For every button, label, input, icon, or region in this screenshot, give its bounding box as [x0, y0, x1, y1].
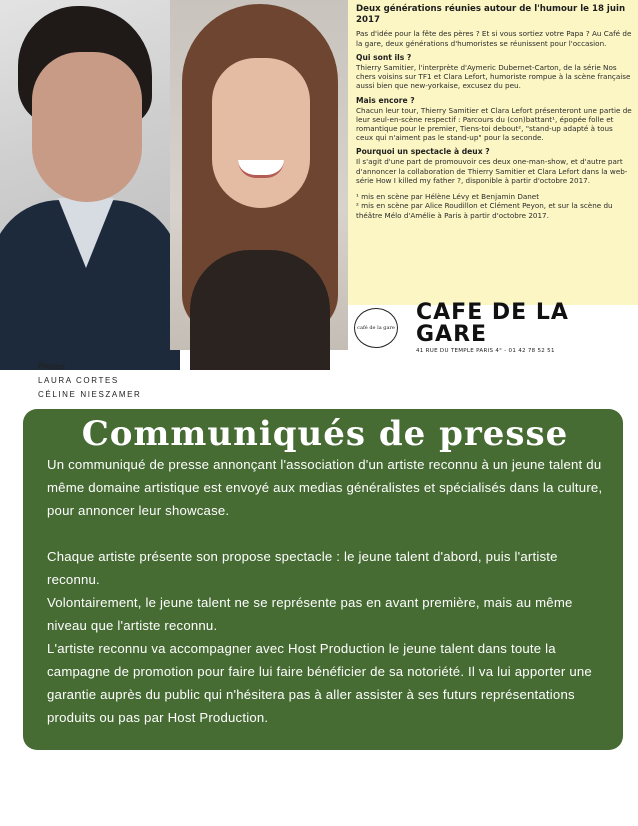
- flyer-intro: Pas d'idée pour la fête des pères ? Et si vous sortiez votre Papa ? Au Café de la gare, deux générations d'humoristes se réunissent pour l'occasion.: [356, 29, 632, 48]
- credits-label: Photos: [38, 362, 66, 371]
- woman-face: [212, 58, 310, 208]
- press-paragraph-4: L'artiste reconnu va accompagner avec Host Production le jeune talent dans toute la campagne de promotion pour faire lui faire bénéficier de sa notoriété. Il va lui apporter une garantie auprès du public qui n'hésitera pas à aller assister à ses futurs représentations produits ou pas par Host Production.: [47, 640, 592, 725]
- flyer-question-1: Qui sont ils ?: [356, 52, 412, 62]
- event-flyer: [348, 0, 638, 354]
- photo-thierry-samitier: [0, 0, 170, 350]
- flyer-question-3: Pourquoi un spectacle à deux ?: [356, 147, 490, 157]
- flyer-answer-2: Chacun leur tour, Thierry Samitier et Clara Lefort présenteront une partie de leur seul-en-scène respectif : Parcours du (con)battant¹, épopée folle et romantique pour le premier, Tiens-toi debout², "stand-up adapté à tous ceux qui n'aiment pas le stand-up" pour la seconde.: [356, 105, 632, 143]
- flyer-footnote-1: ¹ mis en scène par Hélène Lévy et Benjamin Danet: [356, 192, 540, 202]
- flyer-title: Deux générations réunies autour de l'humour le 18 juin 2017: [356, 4, 626, 25]
- paragraph-spacer: [47, 522, 603, 545]
- cafe-logo-address: 41 RUE DU TEMPLE PARIS 4° - 01 42 78 52 51: [416, 347, 555, 354]
- cafe-seal-text: café de la gare: [357, 324, 395, 331]
- woman-top: [190, 250, 330, 370]
- cafe-logo-name: CAFE DE LA GARE: [416, 299, 569, 347]
- credits-name: LAURA CORTES: [38, 376, 119, 385]
- photo-clara-lefort: [170, 0, 348, 350]
- flyer-footnotes: [356, 192, 632, 220]
- cafe-seal-logo: [354, 308, 398, 348]
- flyer-answer-1: Thierry Samitier, l'interprète d'Aymeric Dubernet-Carton, de la série Nos chers voisins sur TF1 et Clara Lefort, humoriste rompue à la scène française aussi bien que new-yorkaise, excusez du peu.: [356, 62, 631, 91]
- press-paragraph-2: Chaque artiste présente son propose spectacle : le jeune talent d'abord, puis l'artiste reconnu.: [47, 548, 558, 587]
- credits-name: CÉLINE NIESZAMER: [38, 390, 142, 399]
- press-paragraph-3: Volontairement, le jeune talent ne se représente pas en avant première, mais au même niveau que l'artiste reconnu.: [47, 594, 573, 633]
- photo-credits: [38, 362, 141, 399]
- cafe-logo-row: [348, 299, 638, 354]
- flyer-question-2: Mais encore ?: [356, 95, 415, 105]
- flyer-footnote-2: ² mis en scène par Alice Roudillon et Clément Peyon, et sur la scène du théâtre Mélo d'Amélie à Paris à partir d'octobre 2017.: [356, 201, 613, 220]
- press-paragraph-1: Un communiqué de presse annonçant l'association d'un artiste reconnu à un jeune talent du même domaine artistique est envoyé aux medias généralistes et spécialisés dans la culture, pour annoncer leur showcase.: [47, 456, 603, 518]
- press-release-box: [23, 409, 623, 750]
- press-title: Communiqués de presse: [81, 414, 569, 454]
- flyer-answer-3: Il s'agit d'une part de promouvoir ces deux one-man-show, et d'autre part d'annoncer la collaboration de Thierry Samitier et Clara Lefort dans la web-série How I killed my father ?, disponible à partir d'octobre 2017.: [356, 157, 628, 185]
- cafe-de-la-gare-logo: [416, 299, 638, 354]
- hero-image-area: [0, 0, 638, 354]
- man-face: [32, 52, 142, 202]
